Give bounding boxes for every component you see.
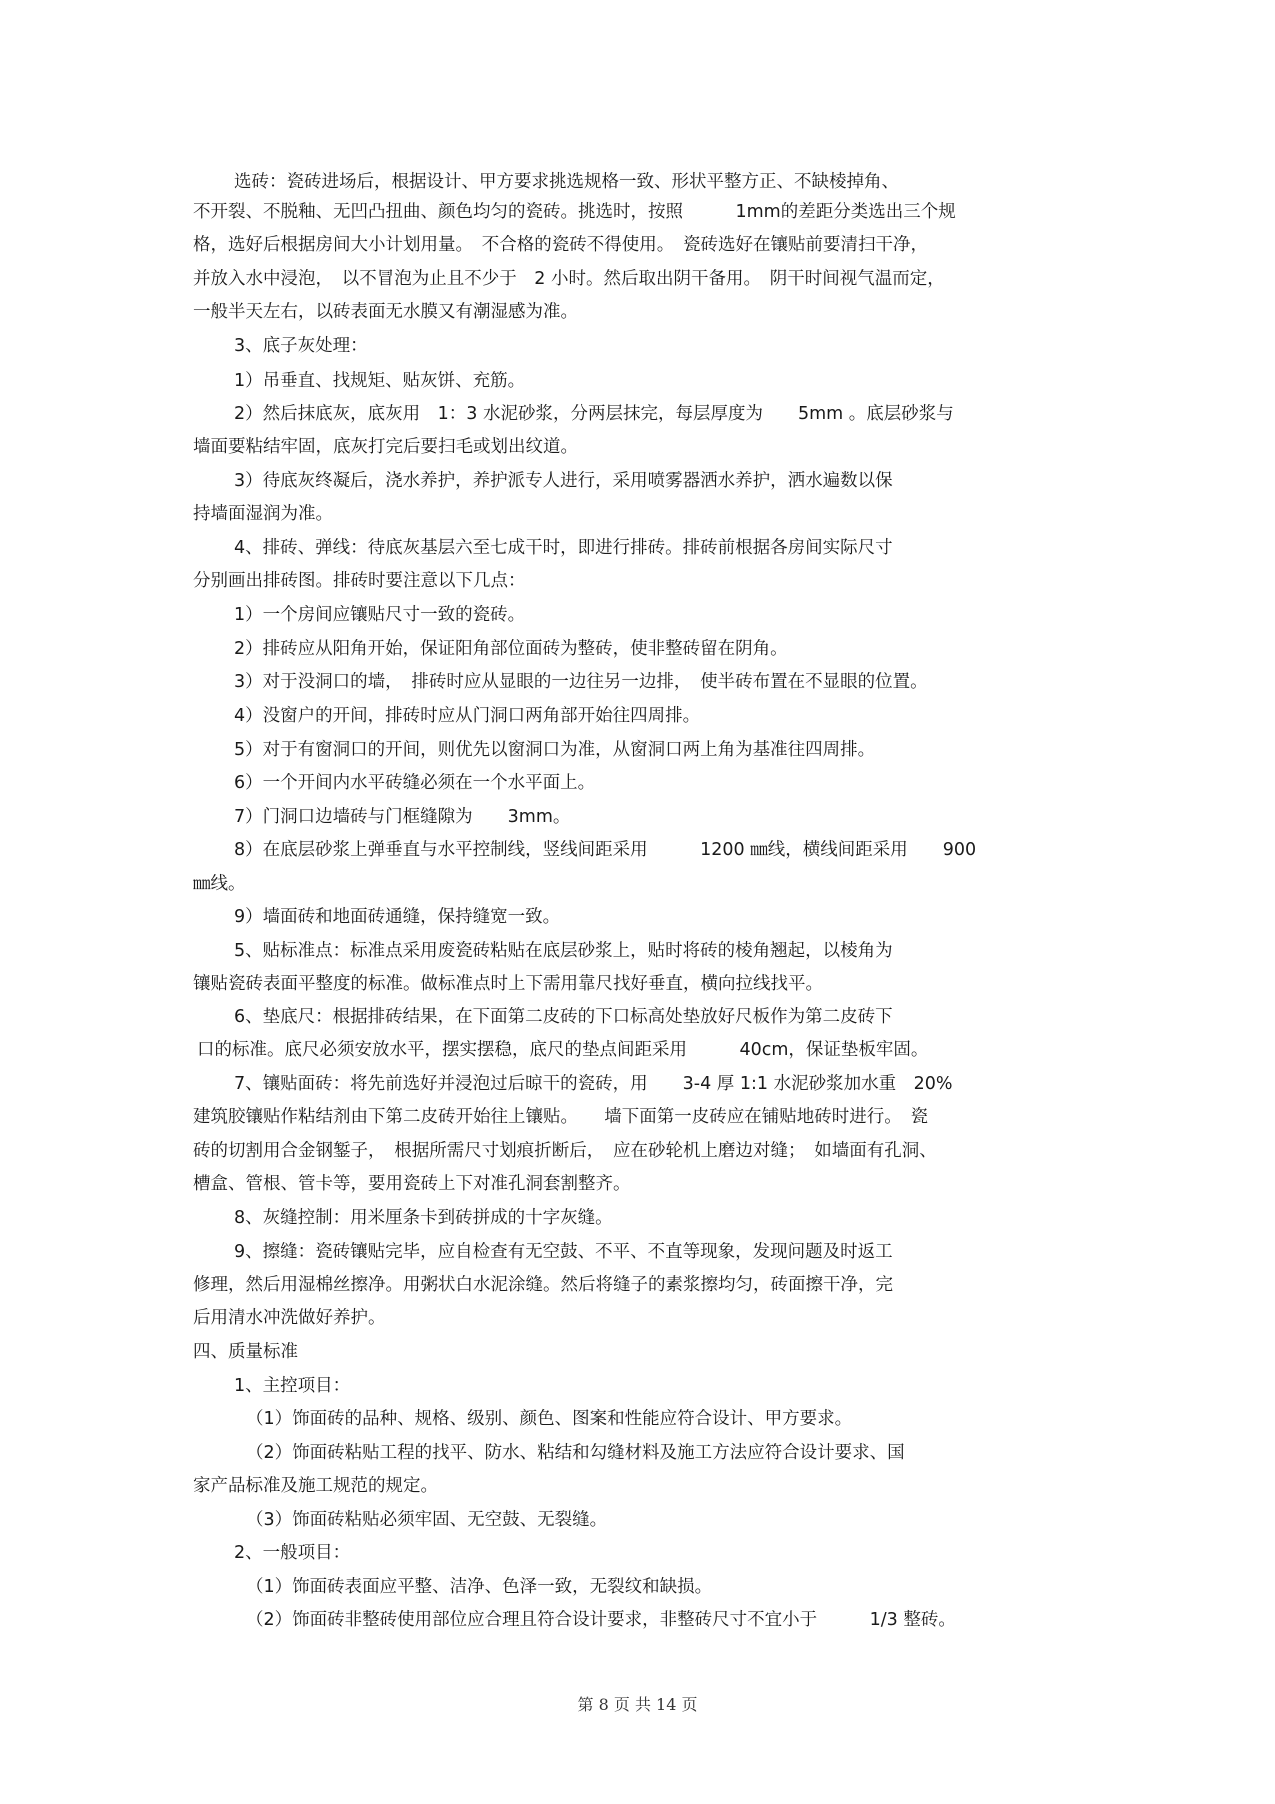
paragraph-line: 砖的切割用合金钢錾子， 根据所需尺寸划痕折断后， 应在砂轮机上磨边对缝； 如墙面有孔洞、: [193, 1141, 937, 1161]
list-item: （3）饰面砖粘贴必须牢固、无空鼓、无裂缝。: [246, 1510, 608, 1530]
list-item: 8）在底层砂浆上弹垂直与水平控制线，竖线间距采用 1200 ㎜线，横线间距采用 900: [234, 840, 977, 860]
section-heading: 6、垫底尺：根据排砖结果，在下面第二皮砖的下口标高处垫放好尺板作为第二皮砖下: [234, 1007, 893, 1027]
paragraph-line: 墙面要粘结牢固，底灰打完后要扫毛或划出纹道。: [193, 437, 578, 457]
list-item: 3）对于没洞口的墙， 排砖时应从显眼的一边往另一边排， 使半砖布置在不显眼的位置。: [234, 672, 928, 692]
paragraph-line: ㎜线。: [193, 874, 246, 894]
section-heading: 7、镶贴面砖：将先前选好并浸泡过后晾干的瓷砖，用 3-4 厚 1:1 水泥砂浆加水重 20%: [234, 1074, 953, 1094]
list-item: 1）吊垂直、找规矩、贴灰饼、充筋。: [234, 371, 526, 391]
section-heading: 5、贴标准点：标准点采用废瓷砖粘贴在底层砂浆上，贴时将砖的棱角翘起，以棱角为: [234, 941, 893, 961]
paragraph-line: 建筑胶镶贴作粘结剂由下第二皮砖开始往上镶贴。 墙下面第一皮砖应在铺贴地砖时进行。 瓷: [193, 1107, 928, 1127]
paragraph-line: 不开裂、不脱釉、无凹凸扭曲、颜色均匀的瓷砖。挑选时，按照 1mm的差距分类选出三个规: [193, 202, 956, 222]
paragraph-line: 一般半天左右，以砖表面无水膜又有潮湿感为准。: [193, 302, 578, 322]
list-item: 4）没窗户的开间，排砖时应从门洞口两角部开始往四周排。: [234, 706, 701, 726]
list-item: （1）饰面砖的品种、规格、级别、颜色、图案和性能应符合设计、甲方要求。: [246, 1409, 853, 1429]
list-item: 2）排砖应从阳角开始，保证阳角部位面砖为整砖，使非整砖留在阴角。: [234, 639, 788, 659]
paragraph-line: 持墙面湿润为准。: [193, 504, 333, 524]
list-item: 7）门洞口边墙砖与门框缝隙为 3mm。: [234, 807, 571, 827]
paragraph-line: 格，选好后根据房间大小计划用量。 不合格的瓷砖不得使用。 瓷砖选好在镶贴前要清扫干净，: [193, 235, 928, 255]
section-heading: 2、一般项目：: [234, 1543, 351, 1563]
paragraph-line: 镶贴瓷砖表面平整度的标准。做标准点时上下需用靠尺找好垂直，横向拉线找平。: [193, 974, 823, 994]
list-item: 3）待底灰终凝后，浇水养护，养护派专人进行，采用喷雾器洒水养护，洒水遍数以保: [234, 471, 893, 491]
section-heading: 1、主控项目：: [234, 1376, 351, 1396]
list-item: （2）饰面砖非整砖使用部位应合理且符合设计要求，非整砖尺寸不宜小于 1/3 整砖。: [246, 1610, 956, 1630]
page-footer: 第 8 页 共 14 页: [577, 1695, 698, 1714]
paragraph-line: 家产品标准及施工规范的规定。: [193, 1476, 438, 1496]
list-item: （1）饰面砖表面应平整、洁净、色泽一致，无裂纹和缺损。: [246, 1577, 713, 1597]
list-item: 9）墙面砖和地面砖通缝，保持缝宽一致。: [234, 907, 561, 927]
paragraph-line: 分别画出排砖图。排砖时要注意以下几点：: [193, 571, 526, 591]
section-heading: 3、底子灰处理：: [234, 336, 368, 356]
list-item: （2）饰面砖粘贴工程的找平、防水、粘结和勾缝材料及施工方法应符合设计要求、国: [246, 1443, 905, 1463]
paragraph-line: 并放入水中浸泡， 以不冒泡为止且不少于 2 小时。然后取出阴干备用。 阴干时间视气温而定，: [193, 269, 945, 289]
list-item: 1）一个房间应镶贴尺寸一致的瓷砖。: [234, 605, 526, 625]
paragraph-line: 口的标准。底尺必须安放水平，摆实摆稳，底尺的垫点间距采用 40cm，保证垫板牢固。: [197, 1040, 929, 1060]
paragraph-line: 后用清水冲洗做好养护。: [193, 1308, 386, 1328]
section-heading: 8、灰缝控制：用米厘条卡到砖拼成的十字灰缝。: [234, 1208, 613, 1228]
section-heading: 9、擦缝：瓷砖镶贴完毕，应自检查有无空鼓、不平、不直等现象，发现问题及时返工: [234, 1242, 893, 1262]
paragraph-line: 选砖：瓷砖进场后，根据设计、甲方要求挑选规格一致、形状平整方正、不缺棱掉角、: [234, 172, 899, 192]
list-item: 2）然后抹底灰，底灰用 1：3 水泥砂浆，分两层抹完，每层厚度为 5mm 。底层砂浆与: [234, 404, 954, 424]
section-heading: 4、排砖、弹线：待底灰基层六至七成干时，即进行排砖。排砖前根据各房间实际尺寸: [234, 538, 893, 558]
chapter-heading: 四、质量标准: [193, 1342, 298, 1362]
paragraph-line: 槽盒、管根、管卡等，要用瓷砖上下对准孔洞套割整齐。: [193, 1174, 631, 1194]
paragraph-line: 修理，然后用湿棉丝擦净。用粥状白水泥涂缝。然后将缝子的素浆擦均匀，砖面擦干净，完: [193, 1275, 893, 1295]
list-item: 6）一个开间内水平砖缝必须在一个水平面上。: [234, 773, 596, 793]
list-item: 5）对于有窗洞口的开间，则优先以窗洞口为准，从窗洞口两上角为基准往四周排。: [234, 740, 876, 760]
